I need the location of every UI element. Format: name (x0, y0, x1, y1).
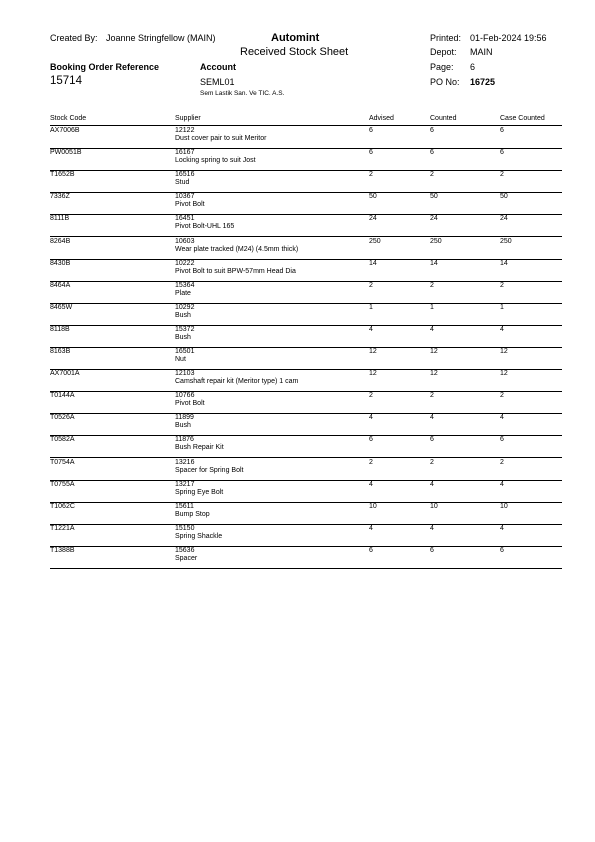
printed-value: 01-Feb-2024 19:56 (470, 33, 547, 43)
advised-qty-cell: 4 (369, 325, 373, 333)
case-counted-qty-cell: 1 (500, 303, 504, 311)
table-row (50, 480, 562, 503)
supplier-code-cell: 13217 (175, 480, 195, 488)
case-counted-qty-cell: 50 (500, 193, 508, 201)
item-description-cell: Spacer (175, 554, 198, 562)
case-counted-qty-cell: 12 (500, 348, 508, 355)
po-label: PO No: (430, 77, 460, 87)
stock-code-cell: 7336Z (50, 193, 70, 201)
item-description-cell: Pivot Bolt (175, 201, 205, 209)
item-description-cell: Bush (175, 311, 191, 319)
item-description-cell: Wear plate tracked (M24) (4.5mm thick) (175, 245, 299, 253)
stock-code-cell: T1652B (50, 171, 75, 179)
advised-qty-cell: 14 (369, 259, 377, 267)
supplier-code-cell: 16451 (175, 215, 195, 223)
supplier-code-cell: 16501 (175, 348, 195, 355)
advised-qty-cell: 12 (369, 370, 377, 378)
case-counted-qty-cell: 2 (500, 392, 504, 400)
item-description-cell: Stud (175, 179, 190, 187)
counted-qty-cell: 50 (430, 193, 438, 201)
supplier-code-cell: 13216 (175, 458, 195, 466)
account-name: Sem Lastik San. Ve TIC. A.S. (200, 90, 285, 97)
account-label: Account (200, 62, 236, 72)
supplier-code-cell: 16516 (175, 171, 195, 179)
stock-code-cell: 8465W (50, 303, 73, 311)
table-row (50, 237, 562, 260)
counted-qty-cell: 2 (430, 281, 434, 289)
table-row (50, 259, 562, 282)
item-description-cell: Nut (175, 356, 186, 363)
table-row (50, 214, 562, 237)
advised-qty-cell: 4 (369, 480, 373, 488)
stock-code-cell: 8163B (50, 348, 71, 355)
advised-qty-cell: 250 (369, 237, 381, 245)
col-header-supplier: Supplier (175, 115, 201, 122)
table-row (50, 413, 562, 436)
table-row (50, 325, 562, 348)
item-description-cell: Camshaft repair kit (Meritor type) 1 cam (175, 378, 299, 386)
po-number: 16725 (470, 77, 496, 87)
table-header (0, 115, 595, 125)
case-counted-qty-cell: 14 (500, 259, 508, 267)
counted-qty-cell: 14 (430, 259, 438, 267)
depot-value: MAIN (470, 47, 493, 57)
case-counted-qty-cell: 4 (500, 480, 504, 488)
counted-qty-cell: 2 (430, 392, 434, 400)
counted-qty-cell: 4 (430, 480, 434, 488)
booking-ref-label: Booking Order Reference (50, 62, 160, 72)
supplier-code-cell: 15611 (175, 502, 194, 510)
stock-code-cell: T0754A (50, 458, 75, 466)
advised-qty-cell: 2 (369, 392, 373, 400)
advised-qty-cell: 6 (369, 127, 373, 134)
item-description-cell: Bush (175, 422, 191, 430)
supplier-code-cell: 11876 (175, 436, 194, 444)
table-row (50, 148, 562, 171)
table-row (50, 546, 562, 569)
supplier-code-cell: 12122 (175, 127, 195, 134)
case-counted-qty-cell: 4 (500, 414, 504, 422)
case-counted-qty-cell: 2 (500, 281, 504, 289)
counted-qty-cell: 4 (430, 414, 434, 422)
report-title: Received Stock Sheet (240, 46, 349, 58)
table-row (50, 126, 562, 149)
advised-qty-cell: 4 (369, 414, 373, 422)
case-counted-qty-cell: 6 (500, 127, 504, 134)
advised-qty-cell: 1 (369, 303, 373, 311)
table-row (50, 391, 562, 414)
item-description-cell: Spacer for Spring Bolt (175, 466, 244, 474)
stock-code-cell: T1388B (50, 546, 75, 554)
case-counted-qty-cell: 6 (500, 149, 504, 157)
item-description-cell: Pivot Bolt (175, 400, 205, 408)
advised-qty-cell: 6 (369, 149, 373, 157)
counted-qty-cell: 6 (430, 436, 434, 444)
supplier-code-cell: 15364 (175, 281, 195, 289)
supplier-code-cell: 10603 (175, 237, 195, 245)
supplier-code-cell: 11899 (175, 414, 194, 422)
counted-qty-cell: 10 (430, 502, 438, 510)
counted-qty-cell: 1 (430, 303, 434, 311)
booking-ref-value: 15714 (50, 75, 82, 87)
created-by-value: Joanne Stringfellow (MAIN) (106, 33, 216, 43)
advised-qty-cell: 6 (369, 546, 373, 554)
table-row (50, 369, 562, 392)
col-header-case-counted: Case Counted (500, 115, 545, 122)
advised-qty-cell: 2 (369, 171, 373, 179)
table-row (50, 458, 562, 481)
table-row (50, 502, 562, 525)
table-row (50, 281, 562, 304)
item-description-cell: Bush (175, 333, 191, 341)
account-code: SEML01 (200, 77, 235, 87)
case-counted-qty-cell: 12 (500, 370, 508, 378)
counted-qty-cell: 4 (430, 325, 434, 333)
stock-code-cell: 8264B (50, 237, 71, 245)
counted-qty-cell: 2 (430, 458, 434, 466)
item-description-cell: Spring Shackle (175, 532, 223, 540)
stock-code-cell: 8464A (50, 281, 71, 289)
table-row (50, 192, 562, 215)
col-header-counted: Counted (430, 115, 457, 122)
case-counted-qty-cell: 24 (500, 215, 508, 223)
supplier-code-cell: 10222 (175, 259, 195, 267)
item-description-cell: Pivot Bolt-UHL 165 (175, 223, 235, 231)
item-description-cell: Pivot Bolt to suit BPW-57mm Head Dia (175, 267, 296, 275)
col-header-stock-code: Stock Code (50, 115, 87, 122)
table-row (50, 435, 562, 458)
col-header-advised: Advised (369, 115, 394, 122)
table-row (50, 524, 562, 547)
counted-qty-cell: 6 (430, 546, 434, 554)
page-label: Page: (430, 62, 454, 72)
item-description-cell: Bush Repair Kit (175, 444, 224, 452)
supplier-code-cell: 12103 (175, 370, 195, 378)
advised-qty-cell: 2 (369, 458, 373, 466)
item-description-cell: Locking spring to suit Jost (175, 157, 256, 165)
advised-qty-cell: 2 (369, 281, 373, 289)
item-description-cell: Spring Eye Bolt (175, 488, 224, 496)
counted-qty-cell: 12 (430, 348, 438, 355)
counted-qty-cell: 6 (430, 127, 434, 134)
case-counted-qty-cell: 4 (500, 524, 504, 532)
case-counted-qty-cell: 2 (500, 458, 504, 466)
stock-code-cell: 8111B (50, 215, 70, 223)
company-name: Automint (271, 32, 320, 44)
case-counted-qty-cell: 6 (500, 546, 504, 554)
counted-qty-cell: 6 (430, 149, 434, 157)
case-counted-qty-cell: 4 (500, 325, 504, 333)
depot-label: Depot: (430, 47, 457, 57)
counted-qty-cell: 12 (430, 370, 438, 378)
case-counted-qty-cell: 6 (500, 436, 504, 444)
supplier-code-cell: 16167 (175, 149, 195, 157)
table-row (50, 170, 562, 193)
supplier-code-cell: 15636 (175, 546, 195, 554)
case-counted-qty-cell: 10 (500, 502, 508, 510)
stock-code-cell: T0144A (50, 392, 75, 400)
stock-code-cell: T1221A (50, 524, 75, 532)
supplier-code-cell: 10766 (175, 392, 195, 400)
item-description-cell: Bump Stop (175, 510, 210, 518)
supplier-code-cell: 15372 (175, 325, 195, 333)
supplier-code-cell: 10367 (175, 193, 195, 201)
advised-qty-cell: 12 (369, 348, 377, 355)
item-description-cell: Dust cover pair to suit Meritor (175, 135, 267, 142)
stock-code-cell: AX7006B (50, 127, 80, 134)
counted-qty-cell: 4 (430, 524, 434, 532)
advised-qty-cell: 6 (369, 436, 373, 444)
stock-code-cell: 8118B (50, 325, 70, 333)
stock-code-cell: T0755A (50, 480, 75, 488)
printed-label: Printed: (430, 33, 462, 43)
advised-qty-cell: 50 (369, 193, 377, 201)
item-description-cell: Plate (175, 289, 191, 297)
table-row (50, 303, 562, 326)
stock-code-cell: T0582A (50, 436, 75, 444)
stock-code-cell: 8430B (50, 259, 71, 267)
supplier-code-cell: 15150 (175, 524, 195, 532)
counted-qty-cell: 2 (430, 171, 434, 179)
advised-qty-cell: 4 (369, 524, 373, 532)
counted-qty-cell: 250 (430, 237, 442, 245)
stock-code-cell: T1062C (50, 502, 75, 510)
page-number: 6 (470, 62, 476, 72)
stock-code-cell: AX7001A (50, 370, 80, 378)
case-counted-qty-cell: 250 (500, 237, 512, 245)
advised-qty-cell: 10 (369, 502, 377, 510)
table-row (50, 347, 562, 370)
counted-qty-cell: 24 (430, 215, 438, 223)
advised-qty-cell: 24 (369, 215, 377, 223)
stock-code-cell: T0526A (50, 414, 75, 422)
case-counted-qty-cell: 2 (500, 171, 504, 179)
supplier-code-cell: 10292 (175, 303, 195, 311)
stock-code-cell: PW0051B (50, 149, 82, 157)
created-by-label: Created By: (50, 33, 98, 43)
